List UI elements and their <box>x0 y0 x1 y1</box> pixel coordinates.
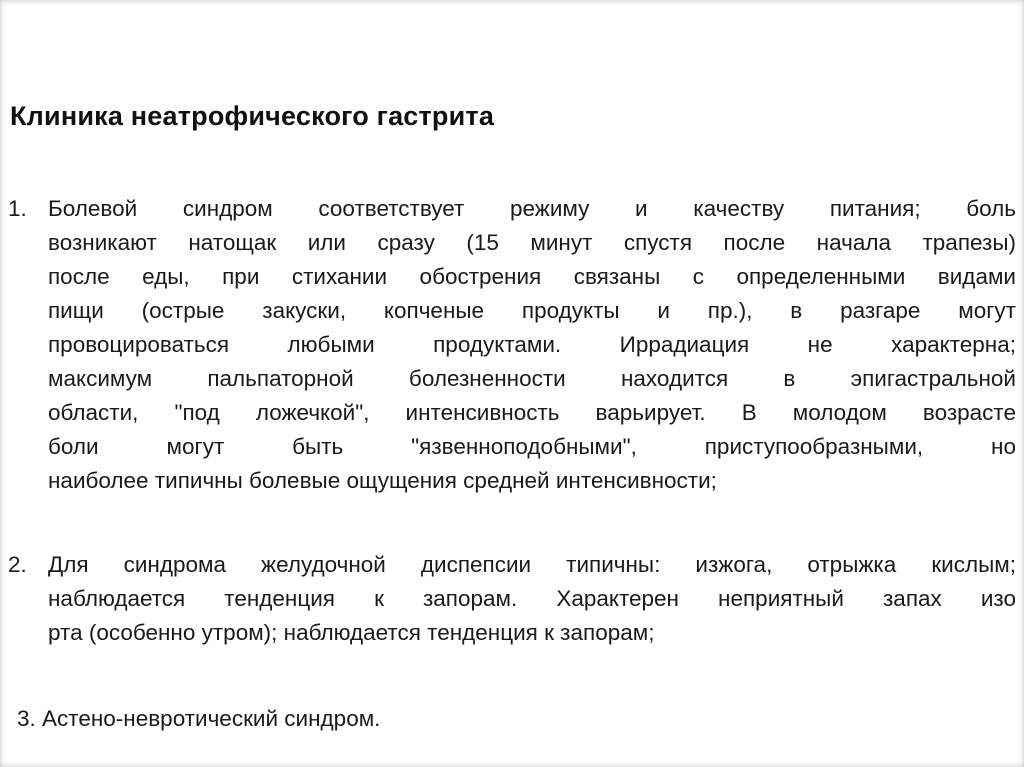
text-line: наблюдается тенденция к запорам. Характерен неприятный запах изо <box>48 586 1016 611</box>
item-text <box>48 192 1016 498</box>
text-line: Астено-невротический синдром. <box>42 706 381 731</box>
text-line: наиболее типичны болевые ощущения средней интенсивности; <box>48 468 717 493</box>
list-item-3 <box>17 702 917 736</box>
text-line: боли могут быть "язвенноподобными", приступообразными, но <box>48 434 1016 459</box>
list-item-2 <box>8 548 1016 650</box>
text-line: пищи (острые закуски, копченые продукты и пр.), в разгаре могут <box>48 298 1016 323</box>
text-line: провоцироваться любыми продуктами. Иррадиация не характерна; <box>48 332 1016 357</box>
item-text <box>48 548 1016 650</box>
text-line: Для синдрома желудочной диспепсии типичны: изжога, отрыжка кислым; <box>48 552 1016 577</box>
text-line: максимум пальпаторной болезненности находится в эпигастральной <box>48 366 1016 391</box>
item-text <box>17 702 917 736</box>
text-line: Болевой синдром соответствует режиму и качеству питания; боль <box>48 196 1016 221</box>
text-line: рта (особенно утром); наблюдается тенденция к запорам; <box>48 620 655 645</box>
slide-title: Клиника неатрофического гастрита <box>10 101 495 131</box>
item-number: 1. <box>8 196 27 221</box>
list-item-1 <box>8 192 1016 498</box>
item-number: 3. <box>17 706 36 731</box>
text-line: области, "под ложечкой", интенсивность варьирует. В молодом возрасте <box>48 400 1016 425</box>
item-number: 2. <box>8 552 27 577</box>
text-line: после еды, при стихании обострения связаны с определенными видами <box>48 264 1016 289</box>
text-line: возникают натощак или сразу (15 минут спустя после начала трапезы) <box>48 230 1016 255</box>
